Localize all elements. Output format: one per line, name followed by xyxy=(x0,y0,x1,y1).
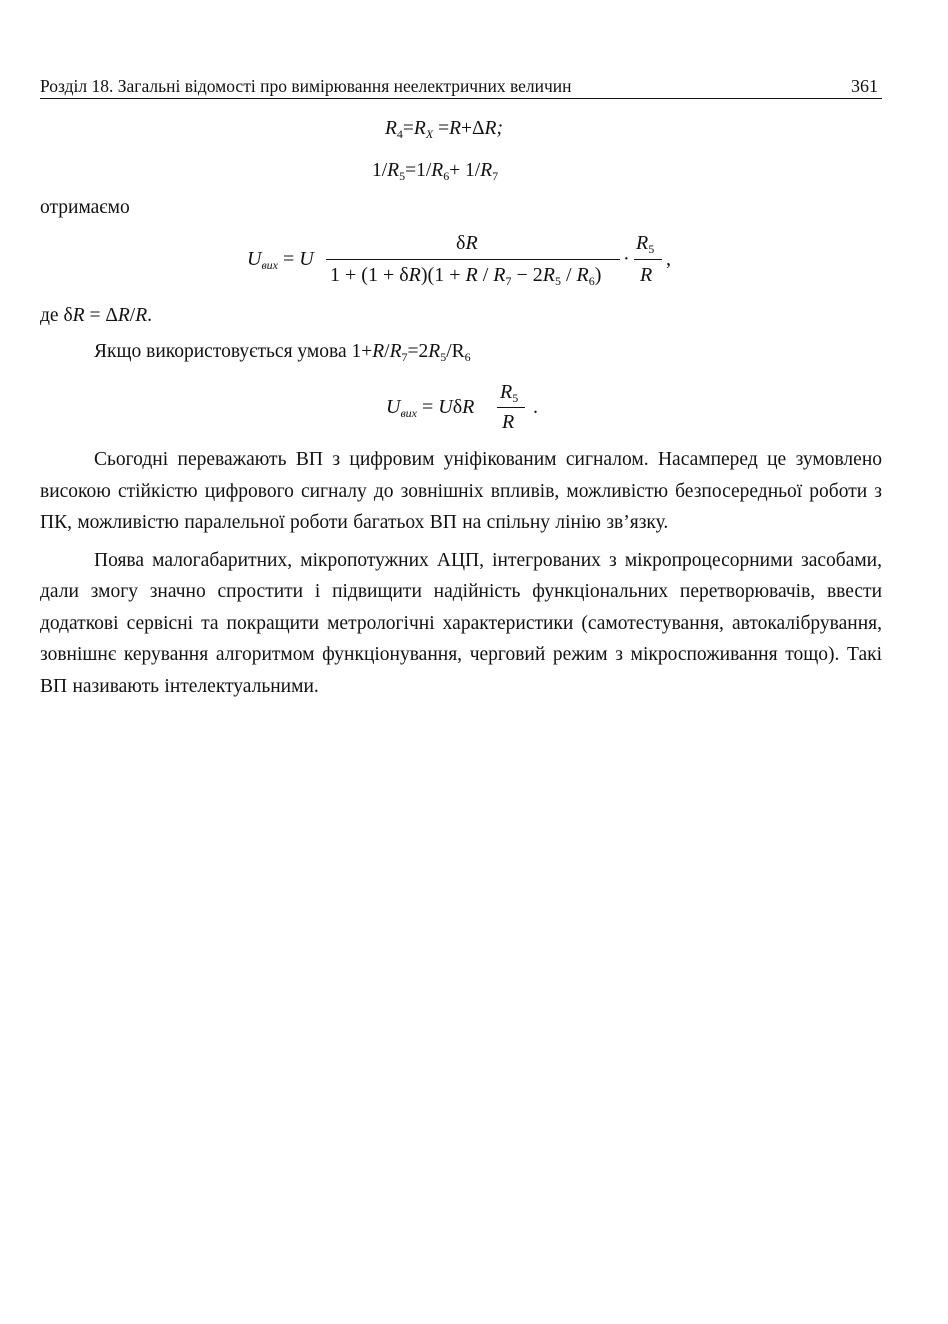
obtain-text: отримаємо xyxy=(40,197,130,218)
paragraph-1: Сьогодні переважають ВП з цифровим уніфікованим сигналом. Насамперед це зумовлено високою стійкістю цифрового сигналу до зовнішніх впливів, можливістю безпосередньої роботи з ПК, можливістю паралельної роботи багатьох ВП на спільну лінію зв’язку. xyxy=(40,449,882,533)
where-label: де xyxy=(40,305,59,326)
equation-1: $R_4=R_X =R+\Delta R$; xyxy=(385,118,503,141)
equation-2: $1/R_5=1/R_6+ 1/R_7$ xyxy=(372,160,499,183)
condition-line: Якщо використовується умова $1+R/R_7=2R_5/R_6$ xyxy=(94,341,471,364)
where-line: де δR = ΔR/R. xyxy=(40,305,153,326)
page-number: 361 xyxy=(851,76,878,96)
chapter-title: Розділ 18. Загальні відомості про вимірювання неелектричних величин xyxy=(40,76,572,96)
running-head xyxy=(40,74,882,99)
body-text xyxy=(40,444,882,702)
condition-intro: Якщо використовується умова xyxy=(94,341,347,362)
book-page: Розділ 18. Загальні відомості про вимірювання неелектричних величин 361 $R_4=R_X =R+\Delta R$; $1/R_5=1/R_6+ 1/R_7$ отримаємо $U_{вих} = U$ δR $1 + (1 + \delta R)(1 + R / R_7 - 2R_5 / R_6)$ · $R_5$ R , де δR = ΔR/R. Якщо використовується умова $1+R/R_7=2R_5/R_6$ $U_{вих} = U\delta R$ $R_5$ R . Сьогодні переважають ВП з цифровим уніфікованим сигналом. Насамперед це зумовлено високою стійкістю цифрового сигналу до зовнішніх впливів, можливістю безпосередньої роботи з ПК, можливістю паралельної роботи багатьох ВП на спільну лінію зв’язку. Поява малогабаритних, мікропотужних АЦП, інтегрованих з мікропроцесорними засобами, дали змогу значно спростити і підвищити надійність функціональних перетворювачів, ввести додаткові сервісні та покращити метрологічні характеристики (самотестування, автокалібрування, зовнішнє керування алгоритмом функціонування, черговий режим з мікроспоживання тощо). Такі ВП називають інтелектуальними. xyxy=(0,0,948,1324)
paragraph-2: Поява малогабаритних, мікропотужних АЦП, інтегрованих з мікропроцесорними засобами, дали змогу значно спростити і підвищити надійність функціональних перетворювачів, ввести додаткові сервісні та покращити метрологічні характеристики (самотестування, автокалібрування, зовнішнє керування алгоритмом функціонування, черговий режим з мікроспоживання тощо). Такі ВП називають інтелектуальними. xyxy=(40,549,882,697)
